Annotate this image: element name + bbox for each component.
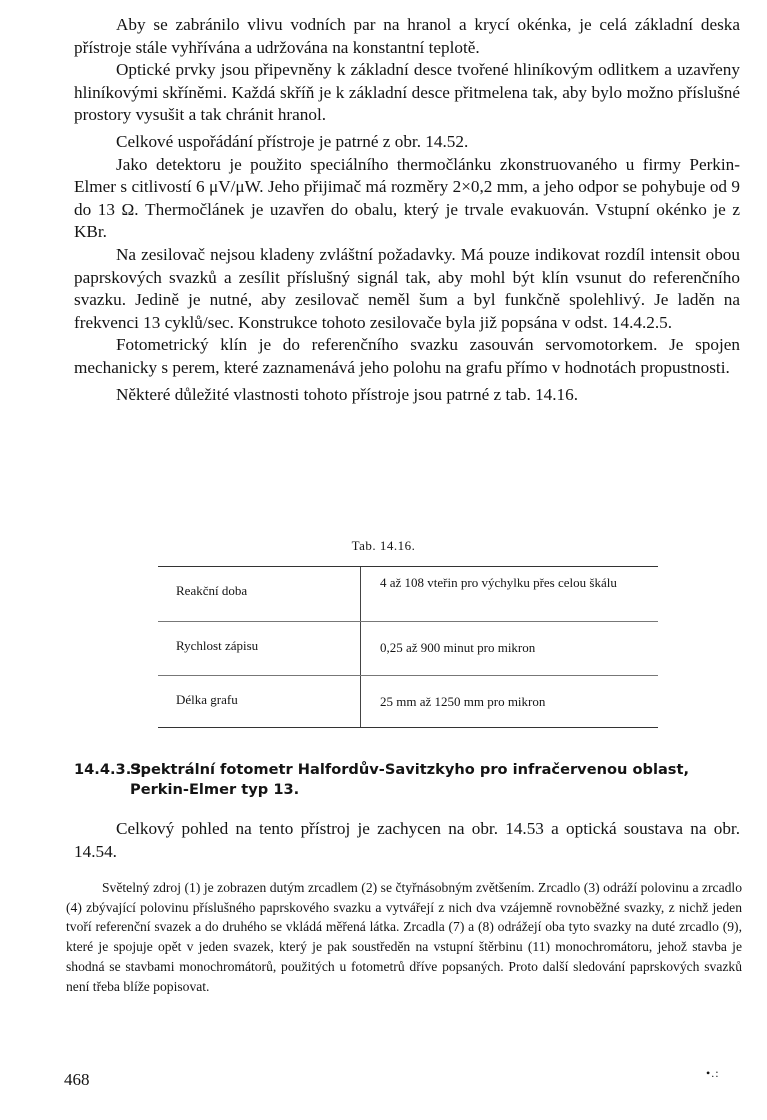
paragraph-optics-mounting: Optické prvky jsou připevněny k základní desce tvořené hliníkovým odlitkem a uzavřeny hliníkovými skříněmi. Každá skříň je k základní desce přitmelena tak, aby bylo možno příslušné prostory vysušit a tak chránit hranol. bbox=[74, 60, 740, 125]
corner-mark: •.: bbox=[706, 1066, 720, 1080]
intro-paragraph: Celkový pohled na tento přístroj je zachycen na obr. 14.53 a optická soustava na obr. 14.54. bbox=[74, 819, 740, 861]
small-print-description bbox=[66, 878, 742, 996]
section-number: 14.4.3.3. bbox=[74, 761, 147, 778]
table-caption: Tab. 14.16. bbox=[351, 538, 416, 553]
paragraph-table-reference: Některé důležité vlastnosti tohoto přístroje jsou patrné z tab. 14.16. bbox=[116, 384, 579, 404]
paragraph-amplifier: Na zesilovač nejsou kladeny zvláštní požadavky. Má pouze indikovat rozdíl intensit obou paprskových svazků a zesílit příslušný signál tak, aby mohl být klín vsunut do referenčního svazku. Jedině je nutné, aby zesilovač neměl šum a byl funkčně spolehlivý. Je laděn na frekvenci 13 cyklů/sec. Konstrukce tohoto zesilovače byla již popsána v odst. 14.4.2.5. bbox=[74, 244, 740, 332]
table-row bbox=[158, 675, 658, 728]
table-cell-label: Reakční doba bbox=[176, 583, 248, 598]
table-row bbox=[158, 567, 658, 619]
table-cell-label: Rychlost zápisu bbox=[176, 638, 259, 653]
table-cell-value: 0,25 až 900 minut pro mikron bbox=[380, 640, 536, 655]
table-row bbox=[158, 621, 658, 674]
paragraph-photometric-wedge: Fotometrický klín je do referenčního svazku zasouván servomotorkem. Je spojen mechanicky s perem, které zaznamenává jeho polohu na grafu přímo v hodnotách propustnosti. bbox=[74, 335, 740, 377]
table-cell-value: 25 mm až 1250 mm pro mikron bbox=[380, 694, 546, 709]
small-print-paragraph: Světelný zdroj (1) je zobrazen dutým zrcadlem (2) se čtyřnásobným zvětšením. Zrcadlo (3) odráží polovinu a zrcadlo (4) zbývající polovinu příslušného paprskového svazku a vytvářejí z nich dva vzájemně rovnoběžné svazky, z nichž jeden tvoří referenční svazek a do druhého se vkládá měřená látka. Zrcadla (7) a (8) odrážejí oba tyto svazky na duté zrcadlo (9), které je spojuje opět v jeden svazek, který je pak soustředěn na vstupní štěrbinu (11) monochromátoru, jehož stavba je shodná se stavbami monochromátorů, použitých u fotometrů dříve popsaných. Proto další sledování paprskových svazků není třeba blíže popisovat. bbox=[66, 880, 742, 994]
page-number: 468 bbox=[64, 1070, 90, 1089]
paragraph-heating: Aby se zabránilo vlivu vodních par na hranol a krycí okénka, je celá základní deska přístroje stále vyhřívána a udržována na konstantní teplotě. bbox=[74, 15, 740, 57]
section-intro bbox=[74, 818, 740, 863]
section-title: Spektrální fotometr Halfordův-Savitzkyho pro infračervenou oblast, Perkin-Elmer typ 13. bbox=[130, 761, 690, 798]
table-cell-label: Délka grafu bbox=[176, 692, 238, 707]
paragraph-detector: Jako detektoru je použito speciálního thermočlánku zkonstruovaného u firmy Perkin-Elmer s citlivostí 6 μV/μW. Jeho přijimač má rozměry 2×0,2 mm, a jeho odpor se pohybuje od 9 do 13 Ω. Thermočlánek je uzavřen do obalu, který je trvale evakuován. Vstupní okénko je z KBr. bbox=[74, 154, 740, 242]
paragraph-layout-reference: Celkové uspořádání přístroje je patrné z obr. 14.52. bbox=[116, 131, 469, 151]
table-cell-value: 4 až 108 vteřin pro výchylku přes celou škálu bbox=[380, 575, 617, 590]
properties-table bbox=[158, 566, 658, 728]
main-text bbox=[74, 14, 740, 406]
